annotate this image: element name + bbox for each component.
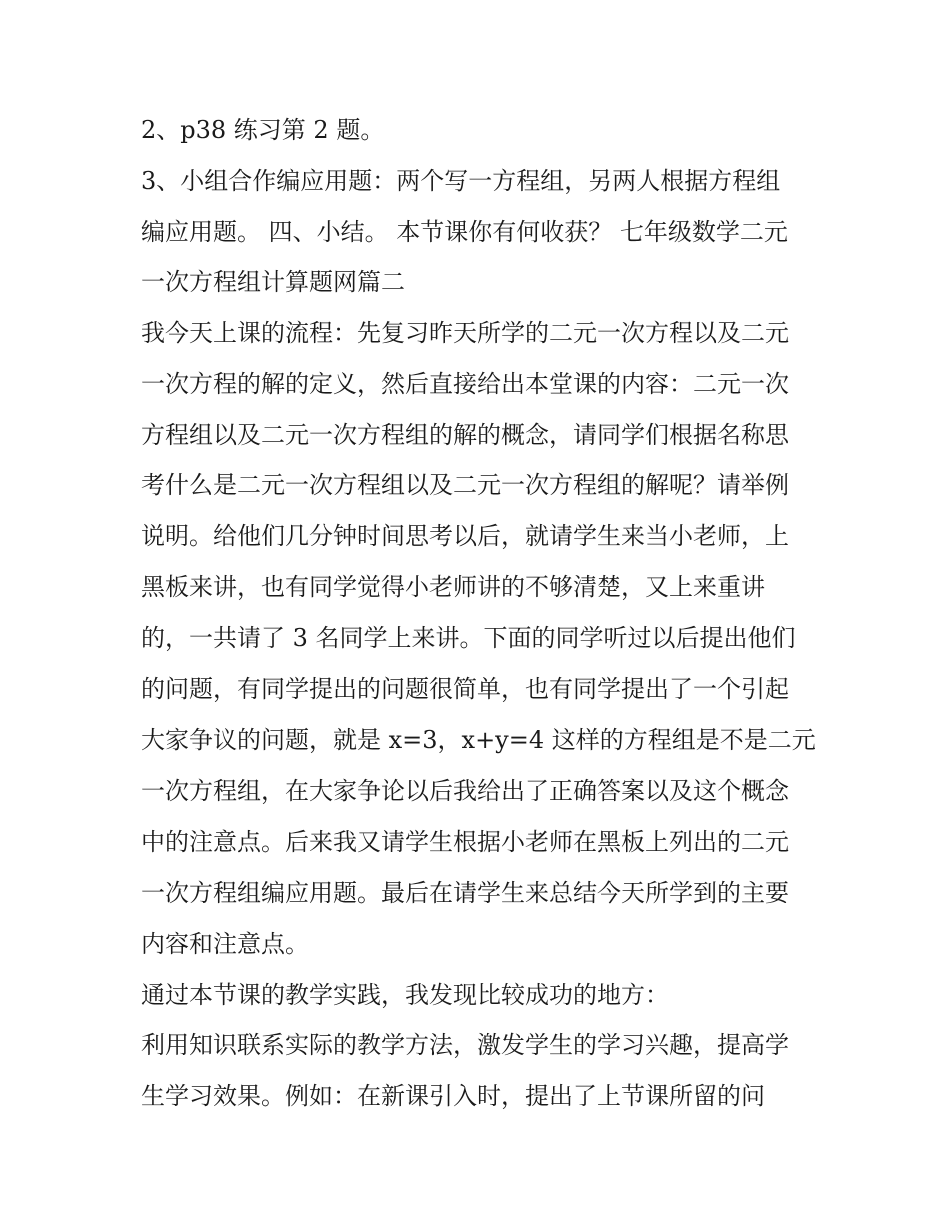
text-line: 方程组以及二元一次方程组的解的概念，请同学们根据名称思 — [141, 421, 789, 449]
text-line: 我今天上课的流程：先复习昨天所学的二元一次方程以及二元 — [141, 319, 789, 347]
text-line: 的问题，有同学提出的问题很简单，也有同学提出了一个引起 — [141, 675, 789, 703]
text-line: 编应用题。 四、小结。 本节课你有何收获？ 七年级数学二元 — [141, 218, 788, 246]
text-line: 内容和注意点。 — [141, 930, 309, 958]
text-line: 利用知识联系实际的教学方法，激发学生的学习兴趣，提高学 — [141, 1031, 789, 1059]
text-line: 3、小组合作编应用题：两个写一方程组，另两人根据方程组 — [141, 167, 781, 195]
text-line: 通过本节课的教学实践，我发现比较成功的地方： — [141, 981, 669, 1009]
text-line: 说明。给他们几分钟时间思考以后，就请学生来当小老师，上 — [141, 522, 789, 550]
text-line: 2、p38 练习第 2 题。 — [141, 116, 385, 144]
text-line: 一次方程的解的定义，然后直接给出本堂课的内容：二元一次 — [141, 370, 789, 398]
text-line: 的，一共请了 3 名同学上来讲。下面的同学听过以后提出他们 — [141, 624, 796, 652]
text-line: 一次方程组编应用题。最后在请学生来总结今天所学到的主要 — [141, 879, 789, 907]
text-line: 考什么是二元一次方程组以及二元一次方程组的解呢？请举例 — [141, 471, 789, 499]
text-line: 大家争议的问题，就是 x=3，x+y=4 这样的方程组是不是二元 — [141, 726, 816, 754]
text-line: 中的注意点。后来我又请学生根据小老师在黑板上列出的二元 — [141, 828, 789, 856]
text-line: 黑板来讲，也有同学觉得小老师讲的不够清楚，又上来重讲 — [141, 573, 765, 601]
text-line: 生学习效果。例如：在新课引入时，提出了上节课所留的问 — [141, 1082, 765, 1110]
text-line: 一次方程组，在大家争论以后我给出了正确答案以及这个概念 — [141, 777, 789, 805]
text-line: 一次方程组计算题网篇二 — [141, 268, 405, 296]
